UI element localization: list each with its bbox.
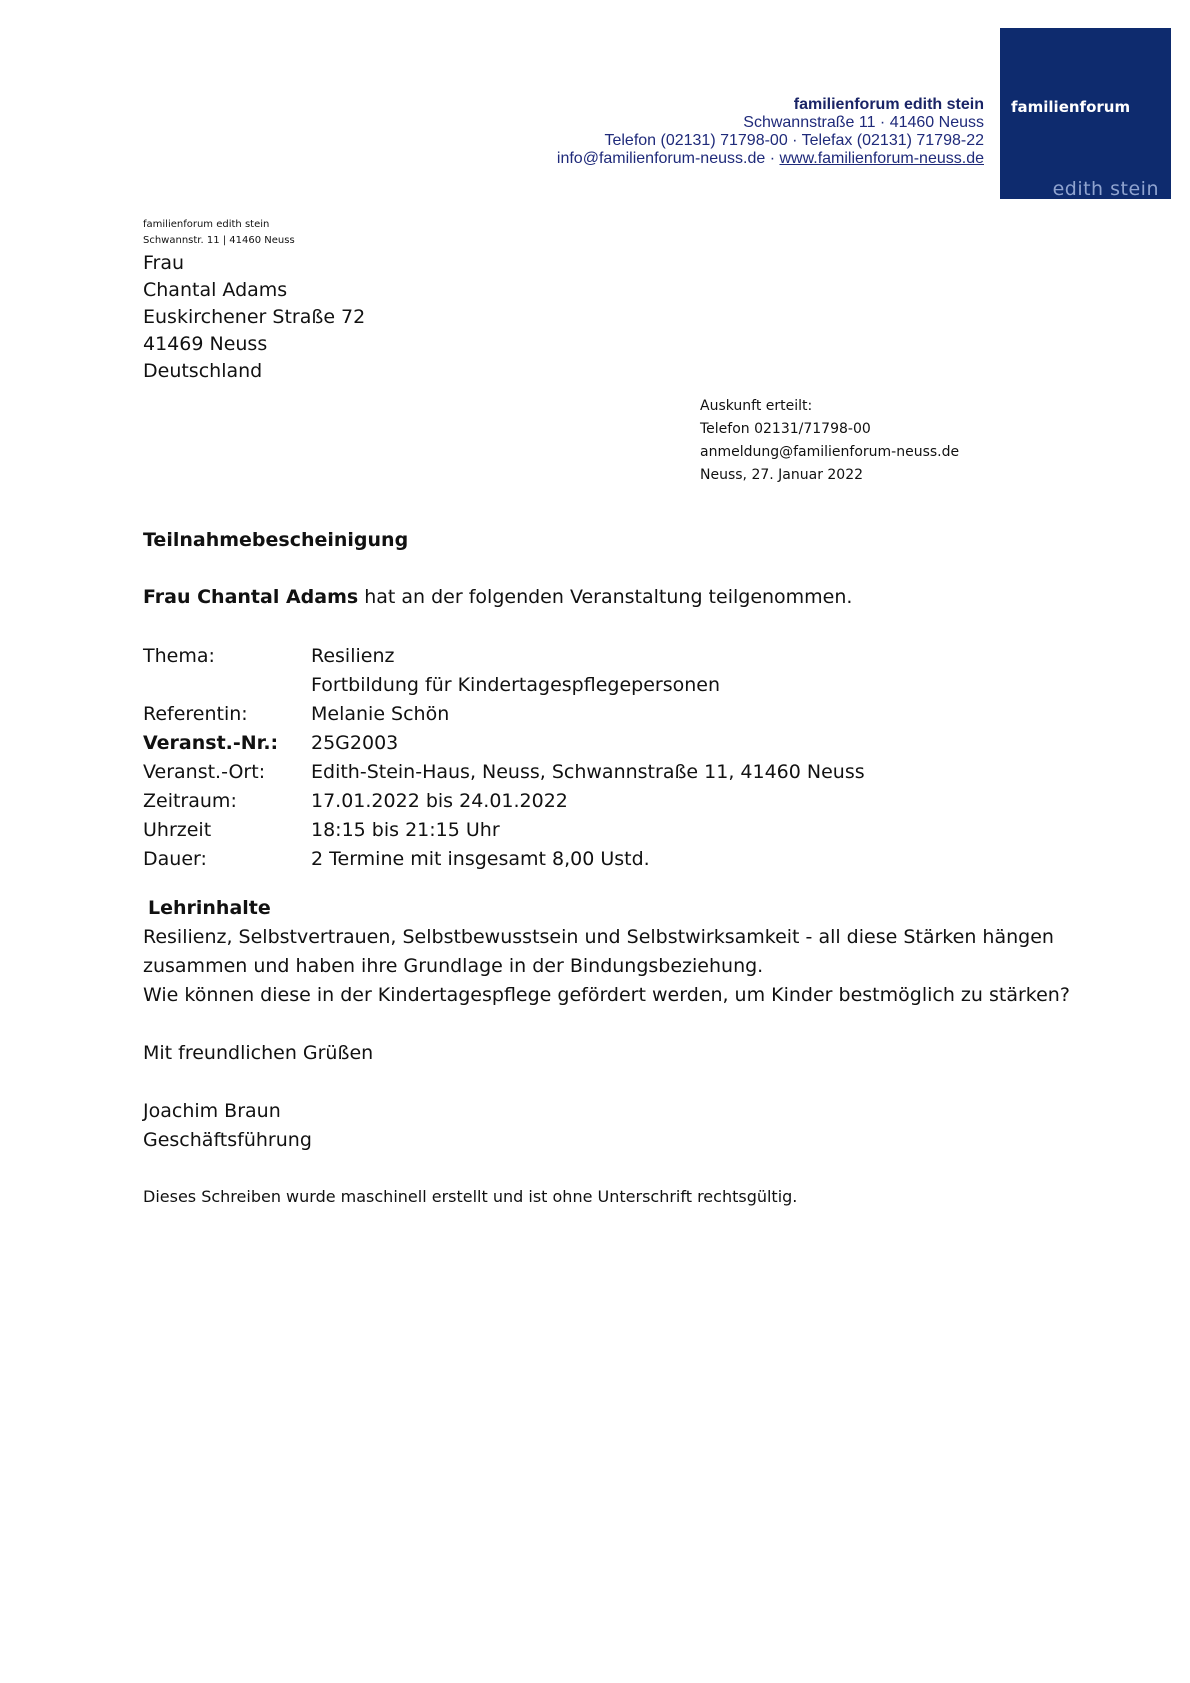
row-value-veranst-ort: Edith-Stein-Haus, Neuss, Schwannstraße 11, 41460 Neuss	[311, 761, 865, 783]
row-label-veranst-ort: Veranst.-Ort:	[143, 761, 266, 783]
header-address: Schwannstraße 11 · 41460 Neuss	[743, 114, 984, 131]
sender-address: Schwannstr. 11 | 41460 Neuss	[143, 235, 295, 246]
header-phone-fax: Telefon (02131) 71798-00 · Telefax (02131) 71798-22	[604, 132, 984, 149]
letter-title: Teilnahmebescheinigung	[143, 529, 409, 551]
signer-name: Joachim Braun	[143, 1100, 281, 1122]
header-org-name: familienforum edith stein	[793, 96, 984, 113]
intro-text: hat an der folgenden Veranstaltung teilgenommen.	[358, 586, 853, 608]
header-separator: ·	[765, 150, 780, 167]
row-label-thema: Thema:	[143, 645, 215, 667]
row-value-uhrzeit: 18:15 bis 21:15 Uhr	[311, 819, 500, 841]
letter-intro	[143, 586, 852, 608]
info-email: anmeldung@familienforum-neuss.de	[700, 444, 960, 460]
content-line-2: zusammen und haben ihre Grundlage in der Bindungsbeziehung.	[143, 955, 764, 977]
info-label: Auskunft erteilt:	[700, 398, 813, 414]
footnote: Dieses Schreiben wurde maschinell erstellt und ist ohne Unterschrift rechtsgültig.	[143, 1187, 798, 1206]
row-label-zeitraum: Zeitraum:	[143, 790, 237, 812]
closing-greeting: Mit freundlichen Grüßen	[143, 1042, 374, 1064]
recipient-city: 41469 Neuss	[143, 333, 268, 355]
row-label-referentin: Referentin:	[143, 703, 248, 725]
content-line-3: Wie können diese in der Kindertagespflege gefördert werden, um Kinder bestmöglich zu stärken?	[143, 984, 1070, 1006]
info-phone: Telefon 02131/71798-00	[700, 421, 871, 437]
row-value-dauer: 2 Termine mit insgesamt 8,00 Ustd.	[311, 848, 650, 870]
recipient-country: Deutschland	[143, 360, 263, 382]
logo	[1000, 28, 1171, 199]
row-label-veranst-nr: Veranst.-Nr.:	[143, 732, 279, 754]
intro-participant-name: Frau Chantal Adams	[143, 586, 359, 608]
recipient-salutation: Frau	[143, 252, 185, 274]
logo-bottom-text: edith stein	[1052, 178, 1159, 200]
row-value-subtitle: Fortbildung für Kindertagespflegepersonen	[311, 674, 720, 696]
row-label-uhrzeit: Uhrzeit	[143, 819, 212, 841]
row-label-dauer: Dauer:	[143, 848, 207, 870]
content-line-1: Resilienz, Selbstvertrauen, Selbstbewusstsein und Selbstwirksamkeit - all diese Stärken hängen	[143, 926, 1054, 948]
logo-top-text: familienforum	[1011, 98, 1131, 116]
row-value-veranst-nr: 25G2003	[311, 732, 399, 754]
header-website-link[interactable]: www.familienforum-neuss.de	[779, 150, 984, 167]
header-contact-line	[557, 150, 984, 168]
recipient-street: Euskirchener Straße 72	[143, 306, 366, 328]
row-value-thema: Resilienz	[311, 645, 395, 667]
row-value-referentin: Melanie Schön	[311, 703, 450, 725]
info-date: Neuss, 27. Januar 2022	[700, 467, 864, 483]
signer-title: Geschäftsführung	[143, 1129, 312, 1151]
sender-name: familienforum edith stein	[143, 219, 270, 230]
content-heading: Lehrinhalte	[148, 897, 271, 919]
row-value-zeitraum: 17.01.2022 bis 24.01.2022	[311, 790, 568, 812]
recipient-name: Chantal Adams	[143, 279, 288, 301]
header-email: info@familienforum-neuss.de	[556, 150, 766, 167]
